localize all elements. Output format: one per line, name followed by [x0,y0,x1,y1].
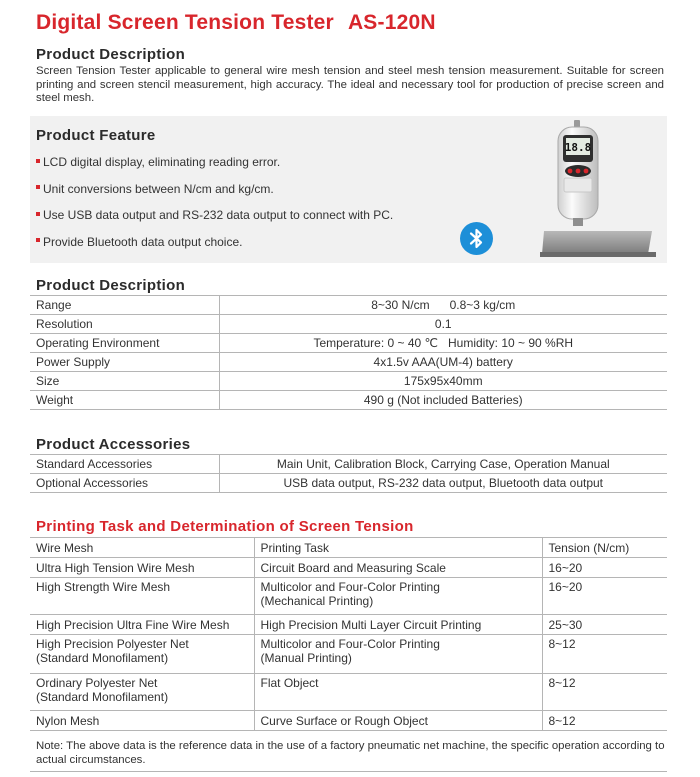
feature-list [36,155,393,261]
column-header: Printing Task [254,538,542,558]
divider [30,771,667,772]
specs-table [30,295,667,410]
accessories-table [30,454,667,493]
column-header: Wire Mesh [30,538,254,558]
footnote: Note: The above data is the reference data in the use of a factory pneumatic net machine, the specific operation according to actual circumstances. [36,740,665,766]
table-row: Standard Accessories Main Unit, Calibration Block, Carrying Case, Operation Manual [30,455,667,474]
table-row: High Strength Wire Mesh Multicolor and Four-Color Printing (Mechanical Printing) 16~20 [30,578,667,615]
bullet-icon [36,159,40,163]
printing-table [30,537,667,731]
product-name: Digital Screen Tension Tester [36,11,334,34]
feature-item: Use USB data output and RS-232 data output to connect with PC. [36,208,393,235]
bullet-icon [36,212,40,216]
column-header: Tension (N/cm) [542,538,667,558]
model-number: AS-120N [347,11,436,34]
bullet-icon [36,185,40,189]
page-title [36,11,436,35]
table-row: Nylon Mesh Curve Surface or Rough Object 8~12 [30,711,667,731]
table-header-row [30,538,667,558]
table-row: Ultra High Tension Wire Mesh Circuit Board and Measuring Scale 16~20 [30,558,667,578]
table-row: Range 8~30 N/cm 0.8~3 kg/cm [30,296,667,315]
feature-item: Unit conversions between N/cm and kg/cm. [36,182,393,209]
table-row: High Precision Ultra Fine Wire Mesh High Precision Multi Layer Circuit Printing 25~30 [30,615,667,635]
description-heading: Product Description [36,46,186,63]
bullet-icon [36,238,40,242]
tension-tester-image [540,118,656,258]
feature-heading: Product Feature [36,127,156,144]
description-text: Screen Tension Tester applicable to general wire mesh tension and steel mesh tension measurement. Suitable for screen printing and screen stencil measurement, high accuracy. The ideal and necessary tool for production of precise screen and steel mesh. [36,65,664,105]
table-row: Weight 490 g (Not included Batteries) [30,391,667,410]
table-row: Resolution 0.1 [30,315,667,334]
device-display-readout: 18.8 [564,141,592,154]
feature-item: LCD digital display, eliminating reading error. [36,155,393,182]
accessories-heading: Product Accessories [36,436,191,453]
feature-item: Provide Bluetooth data output choice. [36,235,393,262]
specs-heading: Product Description [36,277,186,294]
printing-heading: Printing Task and Determination of Screen Tension [36,518,414,535]
table-row: Size 175x95x40mm [30,372,667,391]
table-row: High Precision Polyester Net (Standard Monofilament) Multicolor and Four-Color Printing (Manual Printing) 8~12 [30,635,667,674]
table-row: Optional Accessories USB data output, RS-232 data output, Bluetooth data output [30,474,667,493]
table-row: Power Supply 4x1.5v AAA(UM-4) battery [30,353,667,372]
table-row: Ordinary Polyester Net (Standard Monofilament) Flat Object 8~12 [30,674,667,711]
table-row: Operating Environment Temperature: 0 ~ 40 ℃ Humidity: 10 ~ 90 %RH [30,334,667,353]
bluetooth-icon [460,222,493,255]
